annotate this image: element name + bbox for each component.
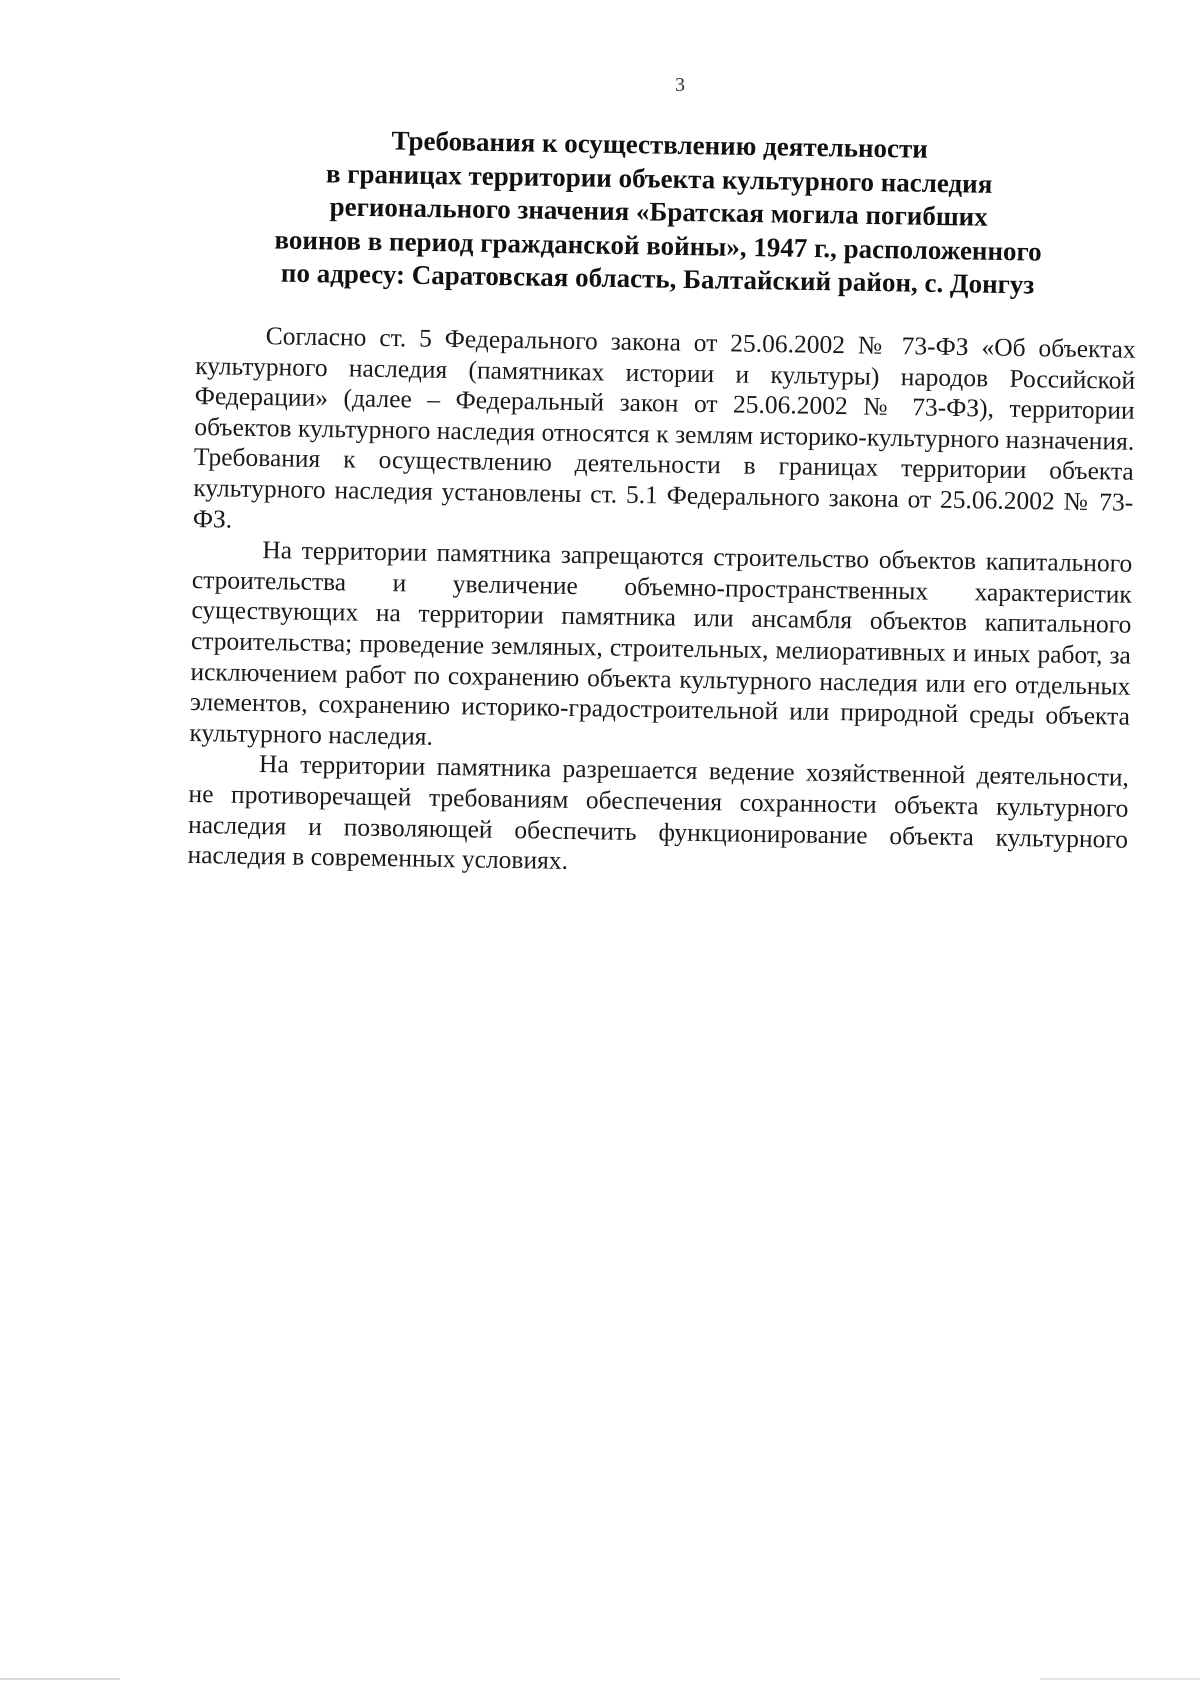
paragraph-prohibitions: На территории памятника запрещаются строительство объектов капитального строительства и увеличение объемно-пространственных характеристик существующих на территории памятника или ансамбля объектов капитального строительства; проведение земляных, строительных, мелиоративных и иных работ, за исключением работ по сохранению объекта культурного наследия или его отдельных элементов, сохранению историко-градостроительной или природной среды объекта культурного наследия.	[189, 535, 1133, 751]
paragraph-permissions: На территории памятника разрешается ведение хозяйственной деятельности, не противоречащей требованиям обеспечения сохранности объекта культурного наследия и позволяющей обеспечить функционирование объекта культурного наследия в современных условиях.	[187, 749, 1130, 876]
title-line-4: воинов в период гражданской войны», 1947 г., расположенного	[274, 224, 1042, 267]
document-body	[187, 320, 1136, 885]
document-title	[237, 122, 1080, 303]
scan-edge-mark-left	[0, 1678, 120, 1680]
title-line-3: регионального значения «Братская могила погибших	[329, 191, 988, 232]
title-line-5: по адресу: Саратовская область, Балтайский район, с. Донгуз	[280, 257, 1035, 300]
title-line-1: Требования к осуществлению деятельности	[391, 125, 929, 164]
scan-edge-mark-right	[1040, 1678, 1200, 1680]
page-number: 3	[675, 74, 685, 96]
paragraph-legal-basis: Согласно ст. 5 Федерального закона от 25.06.2002 № 73-ФЗ «Об объектах культурного наследия (памятниках истории и культуры) народов Российской Федерации» (далее – Федеральный закон от 25.06.2002 № 73-ФЗ), территории объектов культурного наследия относятся к землям историко-культурного назначения. Требования к осуществлению деятельности в границах территории объекта культурного наследия установлены ст. 5.1 Федерального закона от 25.06.2002 № 73-ФЗ.	[192, 321, 1136, 534]
title-line-2: в границах территории объекта культурного наследия	[325, 157, 993, 199]
